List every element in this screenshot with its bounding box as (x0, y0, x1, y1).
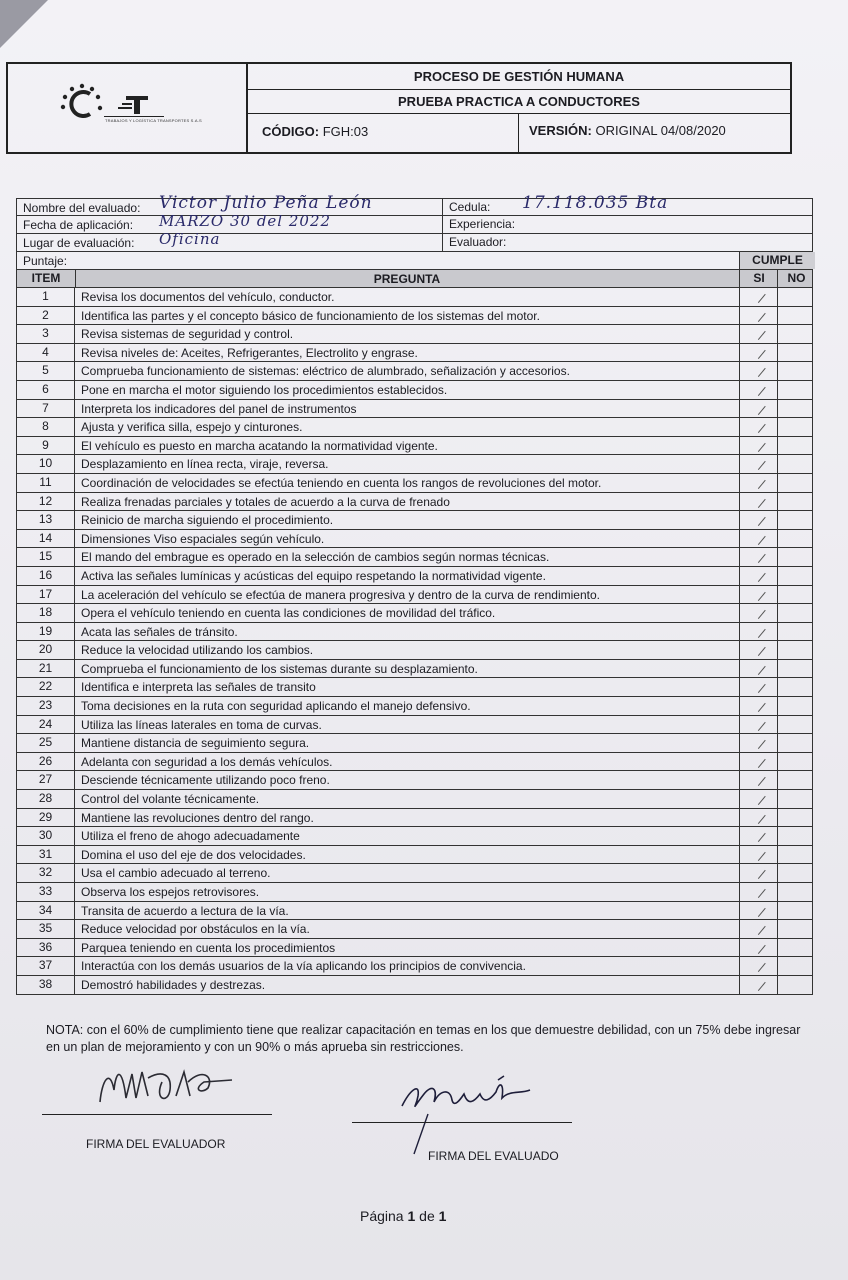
question-text: Coordinación de velocidades se efectúa teniendo en cuenta los rangos de revoluciones del motor. (81, 475, 602, 490)
si-cell[interactable] (739, 660, 777, 678)
si-cell[interactable] (739, 864, 777, 882)
table-row (16, 902, 813, 921)
table-row (16, 827, 813, 846)
si-cell[interactable] (739, 716, 777, 734)
check-mark-icon (753, 866, 765, 879)
header-title-2: PRUEBA PRACTICA A CONDUCTORES (248, 90, 790, 114)
table-row (16, 864, 813, 883)
item-number: 33 (17, 883, 75, 901)
table-row (16, 288, 813, 307)
check-mark-icon (753, 662, 765, 675)
si-cell[interactable] (739, 883, 777, 901)
si-cell[interactable] (739, 548, 777, 566)
table-row (16, 437, 813, 456)
table-row (16, 418, 813, 437)
table-row (16, 697, 813, 716)
si-cell[interactable] (739, 976, 777, 994)
check-mark-icon (753, 309, 765, 322)
question-text: Demostró habilidades y destrezas. (81, 977, 266, 992)
no-cell[interactable] (777, 400, 814, 418)
no-cell[interactable] (777, 939, 814, 957)
item-number: 7 (17, 400, 75, 418)
si-cell[interactable] (739, 474, 777, 492)
version-label: VERSIÓN: (529, 123, 592, 138)
logo-tagline: TRABAJOS Y LOGÍSTICA TRANSPORTES S.A.S (105, 118, 202, 123)
evaluator-signature-line (42, 1114, 272, 1115)
question-text: Observa los espejos retrovisores. (81, 885, 260, 899)
document-header (6, 62, 792, 154)
no-cell[interactable] (777, 511, 814, 529)
item-number: 31 (17, 846, 75, 864)
check-mark-icon (753, 773, 765, 786)
table-row (16, 362, 813, 381)
table-row (16, 623, 813, 642)
evaluator-signature-label: FIRMA DEL EVALUADOR (86, 1137, 226, 1151)
table-row (16, 548, 813, 567)
si-cell[interactable] (739, 641, 777, 659)
code-label: CÓDIGO: (262, 124, 320, 139)
check-mark-icon (753, 402, 765, 415)
table-row (16, 920, 813, 939)
item-number: 20 (17, 641, 75, 659)
no-cell[interactable] (777, 493, 814, 511)
question-text: Utiliza las líneas laterales en toma de curvas. (81, 717, 322, 732)
question-text: Reduce velocidad por obstáculos en la vía. (81, 922, 310, 937)
item-number: 1 (17, 288, 75, 306)
item-number: 32 (17, 864, 75, 882)
question-text: La aceleración del vehículo se efectúa de manera progresiva y dentro de la curva de rendimiento. (81, 587, 600, 602)
question-text: Dimensiones Viso espaciales según vehículo. (81, 531, 325, 546)
col-item-header: ITEM (17, 270, 76, 287)
no-cell[interactable] (777, 604, 814, 622)
item-number: 24 (17, 716, 75, 734)
check-mark-icon (753, 848, 765, 861)
table-row (16, 939, 813, 958)
item-number: 27 (17, 771, 75, 789)
question-text: Desciende técnicamente utilizando poco freno. (81, 773, 330, 788)
date-row (16, 212, 813, 234)
question-text: Toma decisiones en la ruta con seguridad aplicando el manejo defensivo. (81, 699, 471, 714)
si-cell[interactable] (739, 809, 777, 827)
check-mark-icon (753, 904, 765, 917)
table-row (16, 957, 813, 976)
table-header (16, 270, 813, 288)
no-cell[interactable] (777, 902, 814, 920)
item-number: 4 (17, 344, 75, 362)
item-number: 15 (17, 548, 75, 566)
cumple-header: CUMPLE (739, 252, 815, 269)
question-text: Mantiene las revoluciones dentro del rango. (81, 810, 314, 825)
table-row (16, 976, 813, 995)
item-number: 8 (17, 418, 75, 436)
si-cell[interactable] (739, 418, 777, 436)
question-text: Activa las señales lumínicas y acústicas del equipo respetando la normatividad vigente. (81, 568, 546, 583)
si-cell[interactable] (739, 511, 777, 529)
check-mark-icon (753, 885, 765, 898)
no-cell[interactable] (777, 734, 814, 752)
question-text: Comprueba el funcionamiento de los sistemas durante su desplazamiento. (81, 661, 478, 676)
item-number: 22 (17, 678, 75, 696)
no-cell[interactable] (777, 790, 814, 808)
no-cell[interactable] (777, 567, 814, 585)
item-number: 9 (17, 437, 75, 455)
table-row (16, 753, 813, 772)
name-label: Nombre del evaluado: (23, 201, 141, 215)
item-number: 19 (17, 623, 75, 641)
no-cell[interactable] (777, 548, 814, 566)
question-text: Identifica las partes y el concepto básico de funcionamiento de los sistemas del motor. (81, 308, 540, 323)
table-row (16, 307, 813, 326)
question-text: Utiliza el freno de ahogo adecuadamente (81, 829, 300, 844)
table-row (16, 325, 813, 344)
item-number: 18 (17, 604, 75, 622)
page-prefix: Página (360, 1208, 408, 1224)
no-cell[interactable] (777, 697, 814, 715)
item-number: 36 (17, 939, 75, 957)
no-cell[interactable] (777, 344, 814, 362)
item-number: 34 (17, 902, 75, 920)
evaluation-form (16, 193, 813, 995)
question-text: Pone en marcha el motor siguiendo los procedimientos establecidos. (81, 382, 448, 397)
no-cell[interactable] (777, 957, 814, 975)
no-cell[interactable] (777, 753, 814, 771)
col-si-header: SI (739, 270, 778, 287)
header-title-1: PROCESO DE GESTIÓN HUMANA (248, 64, 790, 90)
si-cell[interactable] (739, 957, 777, 975)
item-number: 12 (17, 493, 75, 511)
question-text: Realiza frenadas parciales y totales de acuerdo a la curva de frenado (81, 494, 450, 509)
item-number: 16 (17, 567, 75, 585)
name-value[interactable]: Victor Julio Peña León (159, 193, 373, 213)
si-cell[interactable] (739, 400, 777, 418)
si-cell[interactable] (739, 771, 777, 789)
si-cell[interactable] (739, 902, 777, 920)
nota-text: NOTA: con el 60% de cumplimiento tiene que realizar capacitación en temas en los que demuestre debilidad, con un 75% debe ingresar en un plan de mejoramiento y con un 90% o más aprueba sin restricciones. (46, 1023, 801, 1054)
no-cell[interactable] (777, 381, 814, 399)
si-cell[interactable] (739, 734, 777, 752)
item-number: 38 (17, 976, 75, 994)
question-text: Reinicio de marcha siguiendo el procedimiento. (81, 513, 334, 528)
check-mark-icon (753, 625, 765, 638)
no-cell[interactable] (777, 883, 814, 901)
cedula-value[interactable]: 17.118.035 Bta (522, 193, 669, 213)
check-mark-icon (753, 513, 765, 526)
check-mark-icon (753, 476, 765, 489)
col-question-header: PREGUNTA (373, 272, 441, 286)
si-cell[interactable] (739, 827, 777, 845)
question-text: Ajusta y verifica silla, espejo y cinturones. (81, 420, 303, 435)
question-text: Acata las señales de tránsito. (81, 624, 238, 639)
check-mark-icon (753, 941, 765, 954)
no-cell[interactable] (777, 920, 814, 938)
no-cell[interactable] (777, 288, 814, 306)
no-cell[interactable] (777, 623, 814, 641)
date-value[interactable]: MARZO 30 del 2022 (159, 212, 332, 230)
check-mark-icon (753, 290, 765, 303)
question-text: Adelanta con seguridad a los demás vehículos. (81, 754, 333, 769)
folded-corner (0, 0, 48, 48)
question-text: Identifica e interpreta las señales de transito (81, 680, 316, 695)
no-cell[interactable] (777, 771, 814, 789)
code-field (262, 124, 368, 139)
no-cell[interactable] (777, 437, 814, 455)
no-cell[interactable] (777, 586, 814, 604)
page-number (360, 1208, 446, 1224)
si-cell[interactable] (739, 530, 777, 548)
question-text: El vehículo es puesto en marcha acatando la normatividad vigente. (81, 438, 438, 453)
table-row (16, 586, 813, 605)
item-number: 30 (17, 827, 75, 845)
item-number: 35 (17, 920, 75, 938)
item-number: 2 (17, 307, 75, 325)
no-cell[interactable] (777, 474, 814, 492)
code-value: FGH:03 (322, 124, 369, 139)
place-row (16, 230, 813, 252)
no-cell[interactable] (777, 660, 814, 678)
si-cell[interactable] (739, 455, 777, 473)
cedula-field (442, 199, 490, 216)
check-mark-icon (753, 736, 765, 749)
cedula-label: Cedula: (449, 200, 491, 214)
table-row (16, 493, 813, 512)
date-label: Fecha de aplicación: (23, 218, 134, 232)
score-row (16, 252, 813, 270)
question-text: Comprueba funcionamiento de sistemas: eléctrico de alumbrado, señalización y accesorios. (81, 364, 570, 379)
si-cell[interactable] (739, 325, 777, 343)
header-code-row (248, 114, 790, 152)
si-cell[interactable] (739, 381, 777, 399)
question-text: Control del volante técnicamente. (81, 792, 260, 807)
item-number: 26 (17, 753, 75, 771)
table-row (16, 716, 813, 735)
no-cell[interactable] (777, 307, 814, 325)
no-cell[interactable] (777, 455, 814, 473)
si-cell[interactable] (739, 493, 777, 511)
no-cell[interactable] (777, 976, 814, 994)
place-value[interactable]: Oficina (159, 230, 221, 248)
no-cell[interactable] (777, 530, 814, 548)
si-cell[interactable] (739, 344, 777, 362)
check-mark-icon (753, 792, 765, 805)
table-row (16, 381, 813, 400)
question-rows (16, 288, 813, 995)
question-text: Interpreta los indicadores del panel de instrumentos (81, 401, 357, 416)
table-row (16, 641, 813, 660)
si-cell[interactable] (739, 567, 777, 585)
check-mark-icon (753, 364, 765, 377)
si-cell[interactable] (739, 678, 777, 696)
no-cell[interactable] (777, 418, 814, 436)
item-number: 28 (17, 790, 75, 808)
question-text: Domina el uso del eje de dos velocidades. (81, 847, 306, 862)
no-cell[interactable] (777, 678, 814, 696)
check-mark-icon (753, 495, 765, 508)
table-row (16, 809, 813, 828)
table-row (16, 678, 813, 697)
table-row (16, 771, 813, 790)
no-cell[interactable] (777, 362, 814, 380)
si-cell[interactable] (739, 939, 777, 957)
si-cell[interactable] (739, 920, 777, 938)
page-total: 1 (438, 1208, 447, 1224)
si-cell[interactable] (739, 362, 777, 380)
item-number: 14 (17, 530, 75, 548)
check-mark-icon (753, 383, 765, 396)
table-row (16, 474, 813, 493)
check-mark-icon (753, 978, 765, 991)
no-cell[interactable] (777, 325, 814, 343)
item-number: 25 (17, 734, 75, 752)
check-mark-icon (753, 643, 765, 656)
item-number: 37 (17, 957, 75, 975)
check-mark-icon (753, 755, 765, 768)
check-mark-icon (753, 829, 765, 842)
check-mark-icon (753, 457, 765, 470)
table-row (16, 660, 813, 679)
question-text: El mando del embrague es operado en la selección de cambios según normas técnicas. (81, 550, 550, 565)
question-text: Mantiene distancia de seguimiento segura. (81, 736, 310, 751)
score-label: Puntaje: (23, 254, 68, 268)
no-cell[interactable] (777, 846, 814, 864)
no-cell[interactable] (777, 716, 814, 734)
page-current: 1 (407, 1208, 416, 1224)
si-cell[interactable] (739, 288, 777, 306)
si-cell[interactable] (739, 604, 777, 622)
question-text: Revisa sistemas de seguridad y control. (81, 327, 294, 342)
check-mark-icon (753, 439, 765, 452)
item-number: 10 (17, 455, 75, 473)
table-row (16, 734, 813, 753)
check-mark-icon (753, 681, 765, 694)
check-mark-icon (753, 346, 765, 359)
item-number: 5 (17, 362, 75, 380)
table-row (16, 455, 813, 474)
check-mark-icon (753, 718, 765, 731)
experience-label: Experiencia: (449, 217, 516, 231)
question-text: Parquea teniendo en cuenta los procedimientos (81, 940, 336, 955)
check-mark-icon (753, 699, 765, 712)
check-mark-icon (753, 532, 765, 545)
table-row (16, 344, 813, 363)
name-row (16, 193, 813, 216)
check-mark-icon (753, 811, 765, 824)
check-mark-icon (753, 327, 765, 340)
si-cell[interactable] (739, 697, 777, 715)
question-text: Desplazamiento en línea recta, viraje, reversa. (81, 457, 329, 472)
question-text: Revisa los documentos del vehículo, conductor. (81, 290, 335, 304)
item-number: 17 (17, 586, 75, 604)
check-mark-icon (753, 569, 765, 582)
col-no-header: NO (777, 270, 815, 287)
si-cell[interactable] (739, 790, 777, 808)
experience-field (442, 216, 515, 233)
si-cell[interactable] (739, 586, 777, 604)
item-number: 11 (17, 474, 75, 492)
no-cell[interactable] (777, 864, 814, 882)
evaluated-signature-line (352, 1122, 572, 1123)
evaluated-signature (380, 1060, 580, 1156)
check-mark-icon (753, 420, 765, 433)
item-number: 3 (17, 325, 75, 343)
check-mark-icon (753, 922, 765, 935)
table-row (16, 604, 813, 623)
no-cell[interactable] (777, 827, 814, 845)
question-text: Usa el cambio adecuado al terreno. (81, 866, 271, 881)
evaluator-signature (92, 1060, 242, 1112)
check-mark-icon (753, 550, 765, 563)
place-label: Lugar de evaluación: (23, 236, 135, 250)
si-cell[interactable] (739, 846, 777, 864)
item-number: 23 (17, 697, 75, 715)
check-mark-icon (753, 959, 765, 972)
question-text: Revisa niveles de: Aceites, Refrigerantes, Electrolito y engrase. (81, 345, 418, 360)
no-cell[interactable] (777, 809, 814, 827)
si-cell[interactable] (739, 437, 777, 455)
table-row (16, 790, 813, 809)
question-text: Reduce la velocidad utilizando los cambios. (81, 643, 314, 658)
no-cell[interactable] (777, 641, 814, 659)
table-row (16, 530, 813, 549)
item-number: 29 (17, 809, 75, 827)
company-logo (8, 64, 248, 152)
item-number: 21 (17, 660, 75, 678)
table-row (16, 567, 813, 586)
check-mark-icon (753, 588, 765, 601)
table-row (16, 846, 813, 865)
item-number: 13 (17, 511, 75, 529)
si-cell[interactable] (739, 307, 777, 325)
evaluator-field (442, 234, 506, 251)
si-cell[interactable] (739, 753, 777, 771)
page-sep: de (415, 1208, 439, 1224)
evaluated-signature-label: FIRMA DEL EVALUADO (428, 1149, 559, 1163)
table-row (16, 400, 813, 419)
table-row (16, 511, 813, 530)
table-row (16, 883, 813, 902)
si-cell[interactable] (739, 623, 777, 641)
question-text: Transita de acuerdo a lectura de la vía. (81, 903, 289, 918)
evaluator-label: Evaluador: (449, 235, 507, 249)
question-text: Interactúa con los demás usuarios de la vía aplicando los principios de convivencia. (81, 959, 526, 974)
check-mark-icon (753, 606, 765, 619)
version-field (518, 114, 726, 152)
version-value: ORIGINAL 04/08/2020 (595, 123, 726, 138)
item-number: 6 (17, 381, 75, 399)
question-text: Opera el vehículo teniendo en cuenta las condiciones de movilidad del tráfico. (81, 606, 496, 621)
